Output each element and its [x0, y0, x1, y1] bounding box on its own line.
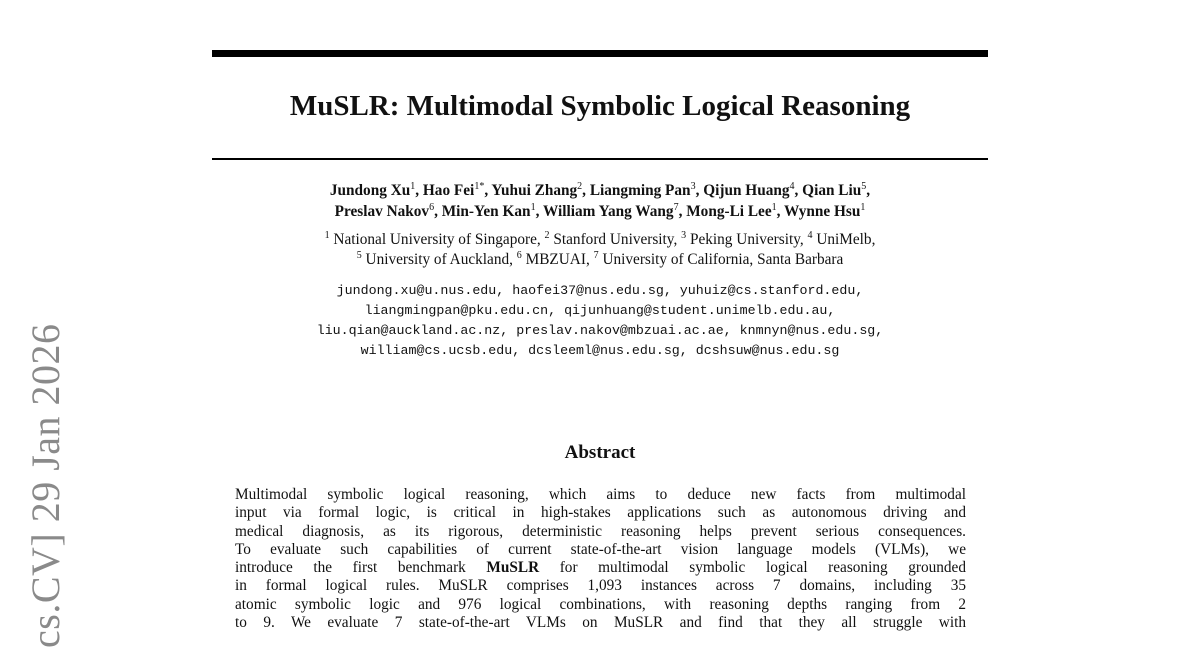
abstract-line — [235, 559, 966, 577]
affiliation-line-2: $^5$ University of Auckland, $^6$ MBZUAI, $^7$ University of California, Santa Barbara — [356, 249, 844, 268]
author-name: Liangming Pan — [589, 182, 691, 199]
abstract-line: atomic symbolic logic and 976 logical combinations, with reasoning depths ranging from 2 — [235, 595, 966, 613]
abstract-line: Multimodal symbolic logical reasoning, which aims to deduce new facts from multimodal — [235, 486, 966, 503]
author-name: Qijun Huang — [703, 182, 790, 199]
paper-title: MuSLR: Multimodal Symbolic Logical Reasoning — [289, 90, 911, 122]
abstract-text: introduce the first benchmark — [235, 559, 487, 577]
author-affiliation-marker: 5 — [861, 180, 867, 192]
abstract-line: To evaluate such capabilities of current state-of-the-art vision language models (VLMs), we — [235, 540, 966, 558]
email-line-3: liu.qian@auckland.ac.nz, preslav.nakov@mbzuai.ac.ae, knmnyn@nus.edu.sg, — [316, 323, 884, 338]
author-line-1: Jundong Xu$^1$, Hao Fei$^{1*}$, Yuhui Zhang$^2$, Liangming Pan$^3$, Qijun Huang$^4$, Qian Liu$^5$, — [329, 180, 871, 199]
author-name: Preslav Nakov — [334, 203, 430, 220]
title-bottom-rule — [212, 158, 988, 160]
author-name: Min-Yen Kan — [441, 203, 531, 220]
affiliation-marker: 3 — [681, 229, 687, 241]
author-affiliation-marker: 1 — [530, 201, 536, 213]
author-name: Jundong Xu — [329, 182, 411, 199]
author-name: Hao Fei — [422, 182, 475, 199]
author-name: William Yang Wang — [542, 203, 674, 220]
affiliation-name: Peking University — [689, 231, 800, 248]
author-affiliation-marker: 4 — [789, 180, 795, 192]
affiliation-name: National University of Singapore — [333, 231, 537, 248]
affiliation-name: Stanford University — [553, 231, 674, 248]
affiliation-name: MBZUAI — [525, 251, 586, 268]
author-affiliation-marker: 6 — [429, 201, 435, 213]
email-line-2: liangmingpan@pku.edu.cn, qijunhuang@student.unimelb.edu.au, — [364, 303, 836, 318]
email-line-4: william@cs.ucsb.edu, dcsleeml@nus.edu.sg, dcshsuw@nus.edu.sg — [360, 343, 840, 358]
abstract-line: medical diagnosis, as its rigorous, deterministic reasoning helps prevent serious consequences. — [235, 522, 966, 540]
email-list — [212, 281, 988, 361]
affiliation-list — [212, 230, 988, 270]
abstract-heading: Abstract — [564, 442, 636, 463]
author-affiliation-marker: 1 — [771, 201, 777, 213]
affiliation-line-1: $^1$ National University of Singapore, $^2$ Stanford University, $^3$ Peking University, $^4$ UniMelb, — [324, 229, 876, 248]
author-affiliation-marker: 3 — [690, 180, 696, 192]
arxiv-identifier-stamp: cs.CV] 29 Jan 2026 — [23, 323, 68, 648]
author-affiliation-marker: 7 — [673, 201, 679, 213]
abstract-text: for multimodal symbolic logical reasoning grounded — [539, 559, 966, 577]
affiliation-marker: 5 — [356, 249, 362, 261]
affiliation-marker: 6 — [516, 249, 522, 261]
author-affiliation-marker: 2 — [577, 180, 583, 192]
author-name: Mong-Li Lee — [686, 203, 772, 220]
author-affiliation-marker: 1* — [474, 180, 485, 192]
abstract-body — [235, 486, 966, 632]
author-affiliation-marker: 1 — [410, 180, 416, 192]
affiliation-name: University of California, Santa Barbara — [602, 251, 844, 268]
affiliation-marker: 2 — [544, 229, 550, 241]
author-name: Wynne Hsu — [784, 203, 861, 220]
affiliation-marker: 4 — [807, 229, 813, 241]
author-line-2: Preslav Nakov$^6$, Min-Yen Kan$^1$, William Yang Wang$^7$, Mong-Li Lee$^1$, Wynne Hsu$^1$ — [334, 201, 866, 220]
abstract-line: input via formal logic, is critical in high-stakes applications such as autonomous driving and — [235, 504, 966, 522]
author-list — [212, 180, 988, 222]
abstract-line: in formal logical rules. MuSLR comprises 1,093 instances across 7 domains, including 35 — [235, 577, 966, 595]
affiliation-name: University of Auckland — [365, 251, 510, 268]
abstract-line: to 9. We evaluate 7 state-of-the-art VLMs on MuSLR and find that they all struggle with — [235, 614, 966, 632]
email-line-1: jundong.xu@u.nus.edu, haofei37@nus.edu.sg, yuhuiz@cs.stanford.edu, — [336, 283, 864, 298]
author-name: Yuhui Zhang — [491, 182, 578, 199]
affiliation-name: UniMelb — [816, 231, 872, 248]
author-name: Qian Liu — [802, 182, 862, 199]
title-top-rule — [212, 50, 988, 57]
affiliation-marker: 7 — [593, 249, 599, 261]
benchmark-name: MuSLR — [486, 559, 540, 577]
affiliation-marker: 1 — [324, 229, 330, 241]
author-affiliation-marker: 1 — [860, 201, 866, 213]
